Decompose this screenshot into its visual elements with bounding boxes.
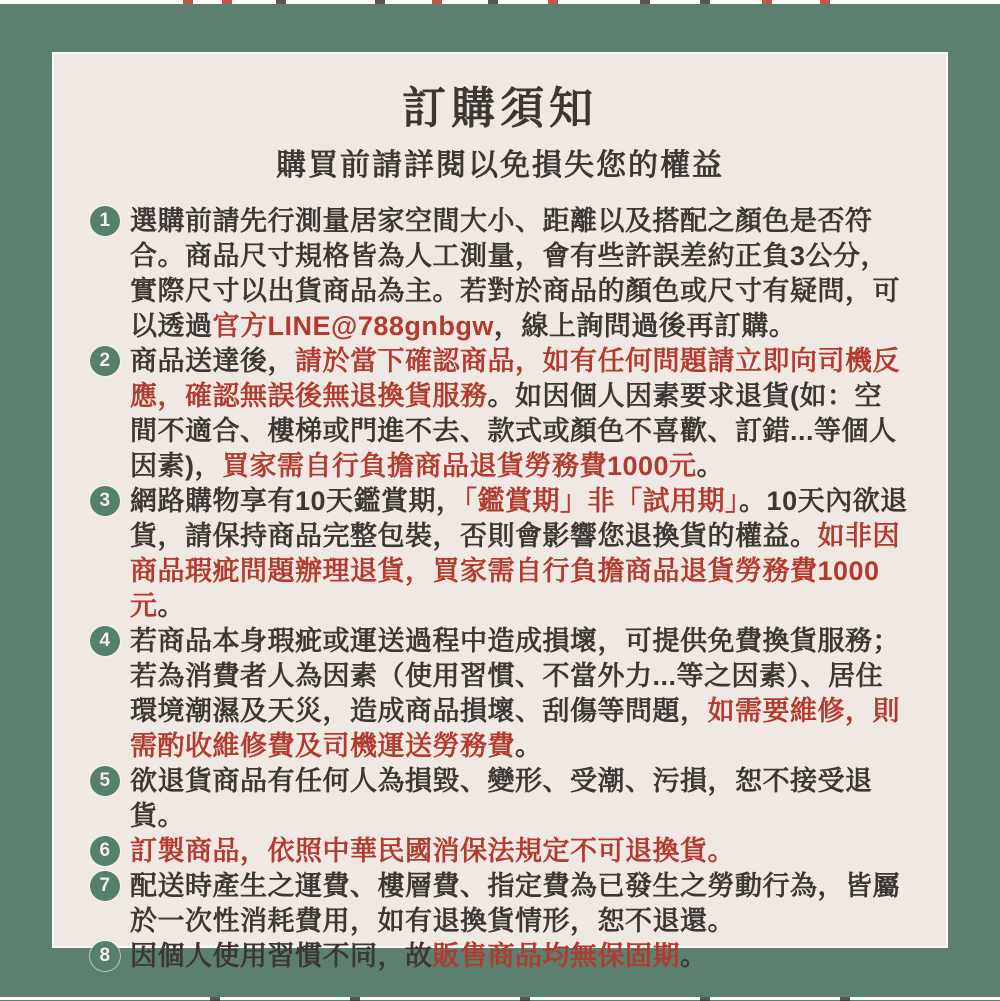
notice-item	[90, 834, 908, 869]
cropped-text-fragment	[700, 997, 710, 1001]
notice-text-segment: 如非因商品瑕疵問題辦理退貨，買家需自行負擔商品退貨勞務費1000元	[130, 520, 900, 621]
notice-text-segment: 販售商品均無保固期	[432, 940, 680, 971]
cropped-image-edge-top	[0, 0, 1000, 4]
item-number-badge: 4	[90, 626, 120, 656]
cropped-text-fragment	[375, 0, 385, 4]
notice-text-segment: 選購前請先行測量居家空間大小、距離以及搭配之顏色是否符合。商品尺寸規格皆為人工測量，會有些許誤差約正負3公分，實際尺寸以出貨商品為主。若對於商品的顏色或尺寸有疑問，可以透過	[130, 205, 900, 341]
cropped-text-fragment	[350, 997, 360, 1001]
notice-text	[130, 626, 900, 761]
item-number-badge: 3	[90, 486, 120, 516]
notice-text-segment: 「鑑賞期」非「試用期」	[463, 485, 740, 516]
cropped-text-fragment	[520, 997, 530, 1001]
notice-item	[90, 869, 908, 939]
cropped-text-fragment	[432, 0, 442, 4]
notice-text-segment: 若商品本身瑕疵或運送過程中造成損壞，可提供免費換貨服務；若為消費者人為因素（使用習慣、不當外力...等之因素）、居住環境潮濕及天災，造成商品損壞、刮傷等問題，	[130, 625, 900, 726]
item-number-badge: 7	[90, 871, 120, 901]
cropped-text-fragment	[640, 0, 650, 4]
item-number-badge: 2	[90, 346, 120, 376]
notice-text	[130, 871, 900, 936]
cropped-text-fragment	[840, 997, 850, 1001]
page-title: 訂購須知	[402, 84, 598, 133]
notice-text-segment: 。	[157, 590, 185, 621]
notice-text-segment: 因個人使用習慣不同，故	[130, 940, 433, 971]
notice-text-segment: 商品送達後，	[130, 345, 295, 376]
notice-text	[130, 836, 735, 866]
page-subtitle: 購買前請詳閱以免損失您的權益	[276, 148, 724, 182]
cropped-text-fragment	[276, 0, 286, 4]
notice-text-segment: ，線上詢問過後再訂購。	[493, 310, 797, 341]
notice-item	[90, 204, 908, 344]
notice-text-segment: 訂製商品，依照中華民國消保法規定不可退換貨。	[130, 835, 735, 866]
cropped-text-fragment	[183, 0, 193, 4]
item-number-badge: 1	[90, 206, 120, 236]
notice-item	[90, 624, 908, 764]
notice-panel	[52, 52, 948, 971]
notice-text	[130, 941, 708, 971]
notice-text	[130, 766, 873, 831]
notice-text-segment: 請於當下確認商品，如有任何問題請立即向司機反應，確認無誤後無退換貨服務	[130, 345, 900, 411]
notice-item	[90, 939, 908, 974]
notice-text-segment: 網路購物享有10天鑑賞期，	[130, 485, 464, 516]
notice-item	[90, 484, 908, 624]
notice-text-segment: 欲退貨商品有任何人為損毀、變形、受潮、污損，恕不接受退貨。	[130, 765, 873, 831]
notice-text	[130, 206, 900, 341]
notice-text-segment: 。	[515, 730, 543, 761]
cropped-text-fragment	[222, 0, 232, 4]
cropped-text-fragment	[488, 0, 498, 4]
notice-text	[130, 346, 900, 481]
notice-text-segment: 官方LINE@788gnbgw	[212, 310, 494, 341]
cropped-text-fragment	[762, 0, 772, 4]
notice-text-segment: 如需要維修，則需酌收維修費及司機運送勞務費	[130, 695, 900, 761]
notice-item	[90, 764, 908, 834]
item-number-badge: 5	[90, 766, 120, 796]
notice-text	[130, 486, 908, 621]
item-number-badge: 8	[90, 941, 120, 971]
notice-text-segment: 。	[680, 940, 708, 971]
notice-text-segment: 買家需自行負擔商品退貨勞務費1000元	[222, 450, 697, 481]
notice-text-segment: 。如因個人因素要求退貨(如：空間不適合、樓梯或門進不去、款式或顏色不喜歡、訂錯...等個人因素)，	[130, 380, 897, 481]
notice-text-segment: 配送時產生之運費、樓層費、指定費為已發生之勞動行為，皆屬於一次性消耗費用，如有退換貨情形，恕不退還。	[130, 870, 900, 936]
cropped-text-fragment	[548, 0, 558, 4]
cropped-text-fragment	[210, 997, 220, 1001]
notice-text-segment: 。	[696, 450, 725, 481]
notice-item	[90, 344, 908, 484]
cropped-text-fragment	[820, 0, 830, 4]
cropped-text-fragment	[700, 0, 710, 4]
item-number-badge: 6	[90, 836, 120, 866]
notice-text-segment: 。10天內欲退貨，請保持商品完整包裝，否則會影響您退換貨的權益。	[130, 485, 908, 551]
notice-list	[54, 204, 946, 974]
